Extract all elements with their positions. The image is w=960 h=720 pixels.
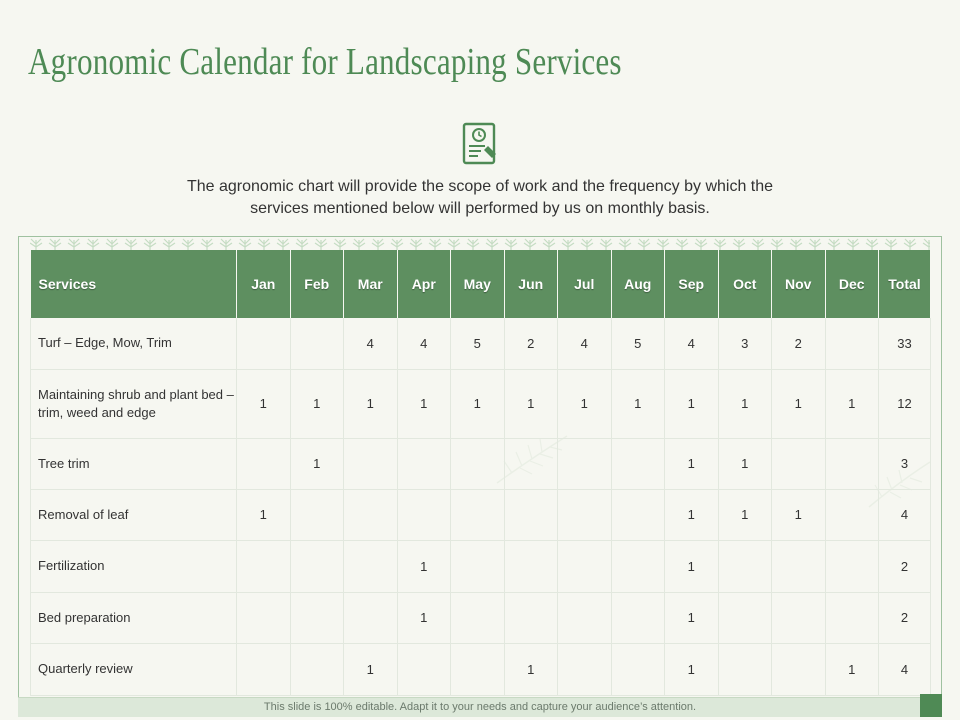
total-cell: 2 — [879, 540, 931, 592]
footer-text: This slide is 100% editable. Adapt it to your needs and capture your audience’s attention. — [263, 701, 697, 713]
month-count-cell — [558, 592, 612, 643]
month-count-cell: 5 — [451, 318, 505, 369]
month-count-cell: 1 — [451, 369, 505, 438]
description-line-1: The agronomic chart will provide the scope of work and the frequency by which the — [186, 178, 774, 195]
leaf-sprig-decoration — [68, 239, 80, 250]
leaf-sprig-decoration — [30, 239, 42, 250]
month-count-cell: 1 — [665, 438, 719, 489]
month-count-cell — [558, 643, 612, 695]
month-count-cell — [772, 438, 826, 489]
leaf-sprig-decoration — [638, 239, 650, 250]
month-count-cell — [718, 643, 772, 695]
month-count-cell — [237, 540, 291, 592]
leaf-sprig-decoration — [904, 239, 916, 250]
column-header-mar: Mar — [344, 250, 398, 318]
month-count-cell — [290, 592, 344, 643]
month-count-cell: 1 — [718, 438, 772, 489]
column-header-total: Total — [879, 250, 931, 318]
month-count-cell — [611, 438, 665, 489]
month-count-cell: 1 — [290, 438, 344, 489]
month-count-cell — [611, 592, 665, 643]
leaf-sprig-decoration — [201, 239, 213, 250]
leaf-sprig-decoration — [163, 239, 175, 250]
column-header-jun: Jun — [504, 250, 558, 318]
month-count-cell: 1 — [237, 489, 291, 540]
month-count-cell — [451, 643, 505, 695]
leaf-sprig-decoration — [49, 239, 61, 250]
leaf-sprig-decoration — [695, 239, 707, 250]
month-count-cell: 1 — [665, 592, 719, 643]
column-header-aug: Aug — [611, 250, 665, 318]
leaf-sprig-decoration — [182, 239, 194, 250]
total-cell: 3 — [879, 438, 931, 489]
month-count-cell — [290, 643, 344, 695]
leaf-sprig-decoration — [866, 239, 878, 250]
month-count-cell: 1 — [237, 369, 291, 438]
month-count-cell: 1 — [504, 643, 558, 695]
description-line-2: services mentioned below will performed by us on monthly basis. — [250, 200, 710, 217]
month-count-cell: 4 — [397, 318, 451, 369]
leaf-sprig-decoration — [144, 239, 156, 250]
month-count-cell — [290, 318, 344, 369]
column-header-feb: Feb — [290, 250, 344, 318]
slide-title: Agronomic Calendar for Landscaping Services — [28, 41, 622, 83]
leaf-sprig-decoration — [125, 239, 137, 250]
month-count-cell — [611, 643, 665, 695]
footer-accent-block — [920, 694, 942, 717]
service-name-cell: Tree trim — [31, 438, 237, 489]
month-count-cell — [611, 540, 665, 592]
table-row — [31, 592, 931, 643]
clipboard-clock-icon — [461, 122, 499, 166]
leaf-sprig-decoration — [106, 239, 118, 250]
month-count-cell — [558, 489, 612, 540]
month-count-cell: 1 — [665, 369, 719, 438]
month-count-cell — [451, 489, 505, 540]
table-row — [31, 489, 931, 540]
month-count-cell — [237, 438, 291, 489]
month-count-cell — [397, 438, 451, 489]
leaf-sprig-decoration — [543, 239, 555, 250]
total-cell: 4 — [879, 489, 931, 540]
month-count-cell: 1 — [504, 369, 558, 438]
total-cell: 12 — [879, 369, 931, 438]
month-count-cell — [451, 592, 505, 643]
month-count-cell: 1 — [344, 643, 398, 695]
leaf-sprig-decoration — [790, 239, 802, 250]
column-header-dec: Dec — [825, 250, 879, 318]
month-count-cell: 2 — [504, 318, 558, 369]
month-count-cell — [397, 643, 451, 695]
month-count-cell — [772, 540, 826, 592]
column-header-may: May — [451, 250, 505, 318]
leaf-sprig-decoration — [657, 239, 669, 250]
month-count-cell: 5 — [611, 318, 665, 369]
month-count-cell — [397, 489, 451, 540]
leaf-sprig-decoration — [809, 239, 821, 250]
leaf-sprig-decoration — [353, 239, 365, 250]
month-count-cell: 1 — [665, 540, 719, 592]
month-count-cell — [825, 489, 879, 540]
month-count-cell: 1 — [611, 369, 665, 438]
table-row — [31, 369, 931, 438]
month-count-cell — [718, 592, 772, 643]
month-count-cell — [237, 318, 291, 369]
service-name-cell: Removal of leaf — [31, 489, 237, 540]
month-count-cell: 2 — [772, 318, 826, 369]
slide-description — [120, 176, 840, 220]
month-count-cell — [504, 540, 558, 592]
total-cell: 33 — [879, 318, 931, 369]
leaf-sprig-decoration — [372, 239, 384, 250]
month-count-cell: 3 — [718, 318, 772, 369]
month-count-cell — [772, 592, 826, 643]
month-count-cell: 1 — [558, 369, 612, 438]
month-count-cell — [558, 540, 612, 592]
column-header-jul: Jul — [558, 250, 612, 318]
month-count-cell — [451, 438, 505, 489]
month-count-cell — [344, 540, 398, 592]
leaf-sprig-decoration — [524, 239, 536, 250]
column-header-sep: Sep — [665, 250, 719, 318]
month-count-cell — [825, 318, 879, 369]
month-count-cell — [290, 489, 344, 540]
month-count-cell: 1 — [397, 592, 451, 643]
month-count-cell: 1 — [397, 540, 451, 592]
table-row — [31, 643, 931, 695]
leaf-sprig-decoration — [467, 239, 479, 250]
leaf-sprig-decoration — [486, 239, 498, 250]
table-row — [31, 318, 931, 369]
leaf-sprig-decoration — [619, 239, 631, 250]
month-count-cell — [504, 489, 558, 540]
leaf-sprig-decoration — [315, 239, 327, 250]
leaf-sprig-decoration — [410, 239, 422, 250]
leaf-sprig-decoration — [334, 239, 346, 250]
leaf-sprig-decoration — [87, 239, 99, 250]
table-row — [31, 438, 931, 489]
leaf-sprig-decoration — [828, 239, 840, 250]
month-count-cell — [290, 540, 344, 592]
leaf-sprig-decoration — [258, 239, 270, 250]
month-count-cell: 1 — [772, 369, 826, 438]
leaf-sprig-decoration — [239, 239, 251, 250]
leaf-sprig-decoration — [391, 239, 403, 250]
month-count-cell: 4 — [558, 318, 612, 369]
leaf-sprig-decoration — [296, 239, 308, 250]
total-cell: 2 — [879, 592, 931, 643]
leaf-sprig-decoration — [923, 239, 930, 250]
total-cell: 4 — [879, 643, 931, 695]
month-count-cell — [611, 489, 665, 540]
leaf-sprig-decoration — [562, 239, 574, 250]
leaf-sprig-decoration — [847, 239, 859, 250]
service-name-cell: Maintaining shrub and plant bed – trim, weed and edge — [31, 369, 237, 438]
month-count-cell — [718, 540, 772, 592]
month-count-cell: 4 — [665, 318, 719, 369]
month-count-cell: 1 — [397, 369, 451, 438]
month-count-cell: 1 — [718, 489, 772, 540]
column-header-nov: Nov — [772, 250, 826, 318]
column-header-apr: Apr — [397, 250, 451, 318]
footer-bar — [18, 697, 942, 717]
leaf-sprig-decoration — [581, 239, 593, 250]
leaf-sprig-decoration — [714, 239, 726, 250]
month-count-cell: 1 — [718, 369, 772, 438]
leaf-sprig-decoration — [429, 239, 441, 250]
month-count-cell — [504, 592, 558, 643]
month-count-cell — [772, 643, 826, 695]
service-name-cell: Fertilization — [31, 540, 237, 592]
month-count-cell — [451, 540, 505, 592]
month-count-cell: 1 — [290, 369, 344, 438]
month-count-cell — [237, 643, 291, 695]
service-name-cell: Turf – Edge, Mow, Trim — [31, 318, 237, 369]
table-header-row — [31, 250, 931, 318]
leaf-sprig-decoration — [733, 239, 745, 250]
month-count-cell — [344, 438, 398, 489]
month-count-cell — [504, 438, 558, 489]
service-name-cell: Bed preparation — [31, 592, 237, 643]
column-header-jan: Jan — [237, 250, 291, 318]
month-count-cell — [344, 489, 398, 540]
leaf-sprig-decoration — [771, 239, 783, 250]
month-count-cell — [237, 592, 291, 643]
leaf-sprig-decoration — [505, 239, 517, 250]
leaf-sprig-decoration — [448, 239, 460, 250]
month-count-cell: 1 — [665, 489, 719, 540]
month-count-cell: 1 — [772, 489, 826, 540]
leaf-sprig-decoration — [676, 239, 688, 250]
month-count-cell: 4 — [344, 318, 398, 369]
month-count-cell — [825, 438, 879, 489]
service-name-cell: Quarterly review — [31, 643, 237, 695]
column-header-oct: Oct — [718, 250, 772, 318]
table-row — [31, 540, 931, 592]
leaf-sprig-decoration — [277, 239, 289, 250]
month-count-cell — [825, 540, 879, 592]
month-count-cell — [825, 592, 879, 643]
leaf-sprig-decoration — [220, 239, 232, 250]
column-header-services: Services — [31, 250, 237, 318]
month-count-cell: 1 — [665, 643, 719, 695]
leaf-sprig-decoration — [885, 239, 897, 250]
agronomic-calendar-table — [30, 250, 931, 696]
month-count-cell: 1 — [344, 369, 398, 438]
leaf-sprig-decoration — [600, 239, 612, 250]
month-count-cell: 1 — [825, 369, 879, 438]
month-count-cell — [558, 438, 612, 489]
month-count-cell — [344, 592, 398, 643]
leaf-border-decoration — [30, 238, 930, 250]
leaf-sprig-decoration — [752, 239, 764, 250]
month-count-cell: 1 — [825, 643, 879, 695]
